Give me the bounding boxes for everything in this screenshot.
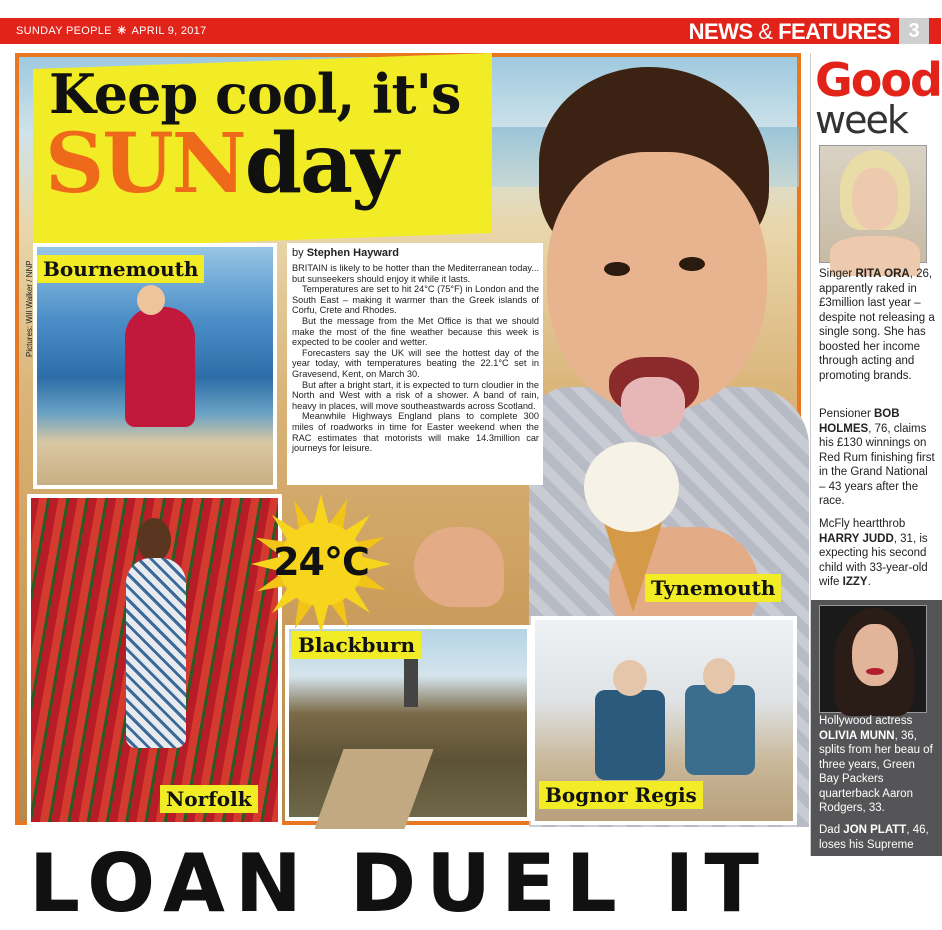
girl-head	[137, 285, 165, 315]
label-tynemouth: Tynemouth	[645, 574, 781, 602]
star-icon: ✳	[117, 25, 127, 37]
girl-red-dress	[125, 307, 195, 427]
label-bournemouth: Bournemouth	[37, 255, 204, 283]
sidebar-item-post: , 36, splits from her beau of three years, Green Bay Packers quarterback Aaron Rodgers, 33.	[819, 729, 933, 814]
hero-photo-tynemouth	[19, 57, 797, 821]
sidebar-item-name: JON PLATT	[843, 824, 907, 836]
portrait-face	[852, 168, 898, 230]
headline-line2	[45, 116, 397, 212]
sidebar-item-name: RITA ORA	[855, 268, 910, 280]
sidebar-item-pre: Singer	[819, 268, 856, 280]
good-week-sidebar	[810, 53, 941, 856]
boy-tongue	[621, 377, 685, 437]
pensioner-right-head	[703, 658, 735, 694]
byline-by: by	[292, 247, 304, 259]
article-paragraph: Temperatures are set to hit 24°C (75°F) in London and the South East – making it warmer than the Greek islands of Corfu, Crete and Rhodes.	[292, 284, 539, 316]
sidebar-item-pre: Dad	[819, 824, 844, 836]
sidebar-item-name: OLIVIA MUNN	[819, 729, 895, 742]
ice-cream-scoop	[584, 442, 679, 532]
woman-dress	[126, 558, 186, 748]
deckchair-left	[595, 690, 665, 780]
publication-date: APRIL 9, 2017	[131, 25, 207, 37]
sidebar-item-name: HARRY JUDD	[819, 532, 894, 545]
label-blackburn: Blackburn	[292, 631, 421, 659]
section-features: FEATURES	[778, 19, 891, 44]
publication-dateline	[16, 24, 207, 37]
section-title	[689, 19, 891, 45]
article-paragraph: BRITAIN is likely to be hotter than the Mediterranean today... but sunseekers should enjoy it while it lasts.	[292, 263, 539, 284]
article-paragraph: Forecasters say the UK will see the hottest day of the year today, with temperatures beating the 22.1°C set in Gravesend, Kent, on March 30.	[292, 347, 539, 379]
sidebar-item-post: , 31, is expecting his second child with 33-year-old wife	[819, 532, 928, 588]
sidebar-item-post: .	[867, 576, 871, 588]
label-norfolk: Norfolk	[160, 785, 258, 813]
sidebar-item-name: IZZY	[842, 576, 868, 588]
deckchair-right	[685, 685, 755, 775]
portrait-rita-ora	[819, 145, 927, 263]
section-news: NEWS	[688, 19, 753, 44]
photo-credit: Pictures: Will Walker / NNP	[25, 260, 34, 357]
headline-sun: SUN	[45, 116, 245, 212]
article-paragraph: But the message from the Met Office is that we should make the most of the fine weather because this week is expected to be cooler and wetter.	[292, 315, 539, 348]
article-paragraph: Meanwhile Highways England plans to complete 300 miles of roadworks in time for Easter weekend when the RAC estimates that motorists will make 14.3million car journeys for leisure.	[292, 411, 539, 454]
boy-eye-right	[679, 257, 705, 271]
tower	[404, 657, 418, 707]
sidebar-title-good: Good	[815, 53, 941, 107]
next-story-headline-strip	[15, 834, 800, 930]
sidebar-item-post: , 46, loses his Supreme	[819, 824, 929, 851]
temperature-value: 24°C	[273, 540, 369, 584]
sun-temperature-badge	[251, 494, 391, 634]
byline	[292, 247, 539, 259]
article-body	[287, 243, 543, 485]
byline-author: Stephen Hayward	[306, 247, 399, 259]
sidebar-item	[819, 267, 937, 383]
article-paragraphs	[292, 263, 539, 454]
sidebar-item-name: BOB HOLMES	[819, 408, 900, 435]
section-ampersand: &	[752, 19, 779, 44]
sidebar-item-post: , 76, claims his £130 winnings on Red Rum finishing first in the Grand National – 43 years after the race.	[819, 422, 935, 507]
pensioner-left-head	[613, 660, 647, 696]
portrait-face	[852, 624, 898, 686]
boy-hand	[414, 527, 504, 607]
sidebar-item-pre: Pensioner	[819, 408, 874, 420]
sidebar-title-week: week	[815, 98, 907, 142]
page-number: 3	[899, 18, 929, 44]
sidebar-item	[819, 823, 937, 852]
portrait-lips	[866, 668, 884, 675]
publication-name: SUNDAY PEOPLE	[16, 25, 112, 37]
woman-head	[137, 518, 171, 562]
label-bognor-regis: Bognor Regis	[539, 781, 703, 809]
sidebar-item	[819, 517, 937, 590]
sidebar-item-post: , 26, apparently raked in £3million last year – despite not releasing a single song. She has boosted her income through acting and promoting brands.	[819, 268, 935, 382]
next-story-headline: LOAN DUEL IT	[29, 837, 769, 930]
main-story-frame	[15, 53, 801, 825]
article-paragraph: But after a bright start, it is expected to turn cloudier in the North and West with a risk of a shower. A band of rain, heavy in places, will move southeastwards across Scotland.	[292, 379, 539, 411]
sidebar-item-pre: Hollywood actress	[819, 715, 913, 727]
sidebar-item	[819, 714, 937, 816]
boy-eye-left	[604, 262, 630, 276]
footpath	[314, 749, 433, 829]
photo-norfolk	[27, 494, 282, 826]
headline-day: day	[244, 116, 397, 212]
sidebar-item	[819, 407, 937, 509]
headline-line1: Keep cool, it's	[49, 62, 461, 126]
portrait-olivia-munn	[819, 605, 927, 713]
sidebar-item-pre: McFly heartthrob	[819, 518, 906, 530]
page-header-bar	[0, 18, 941, 44]
